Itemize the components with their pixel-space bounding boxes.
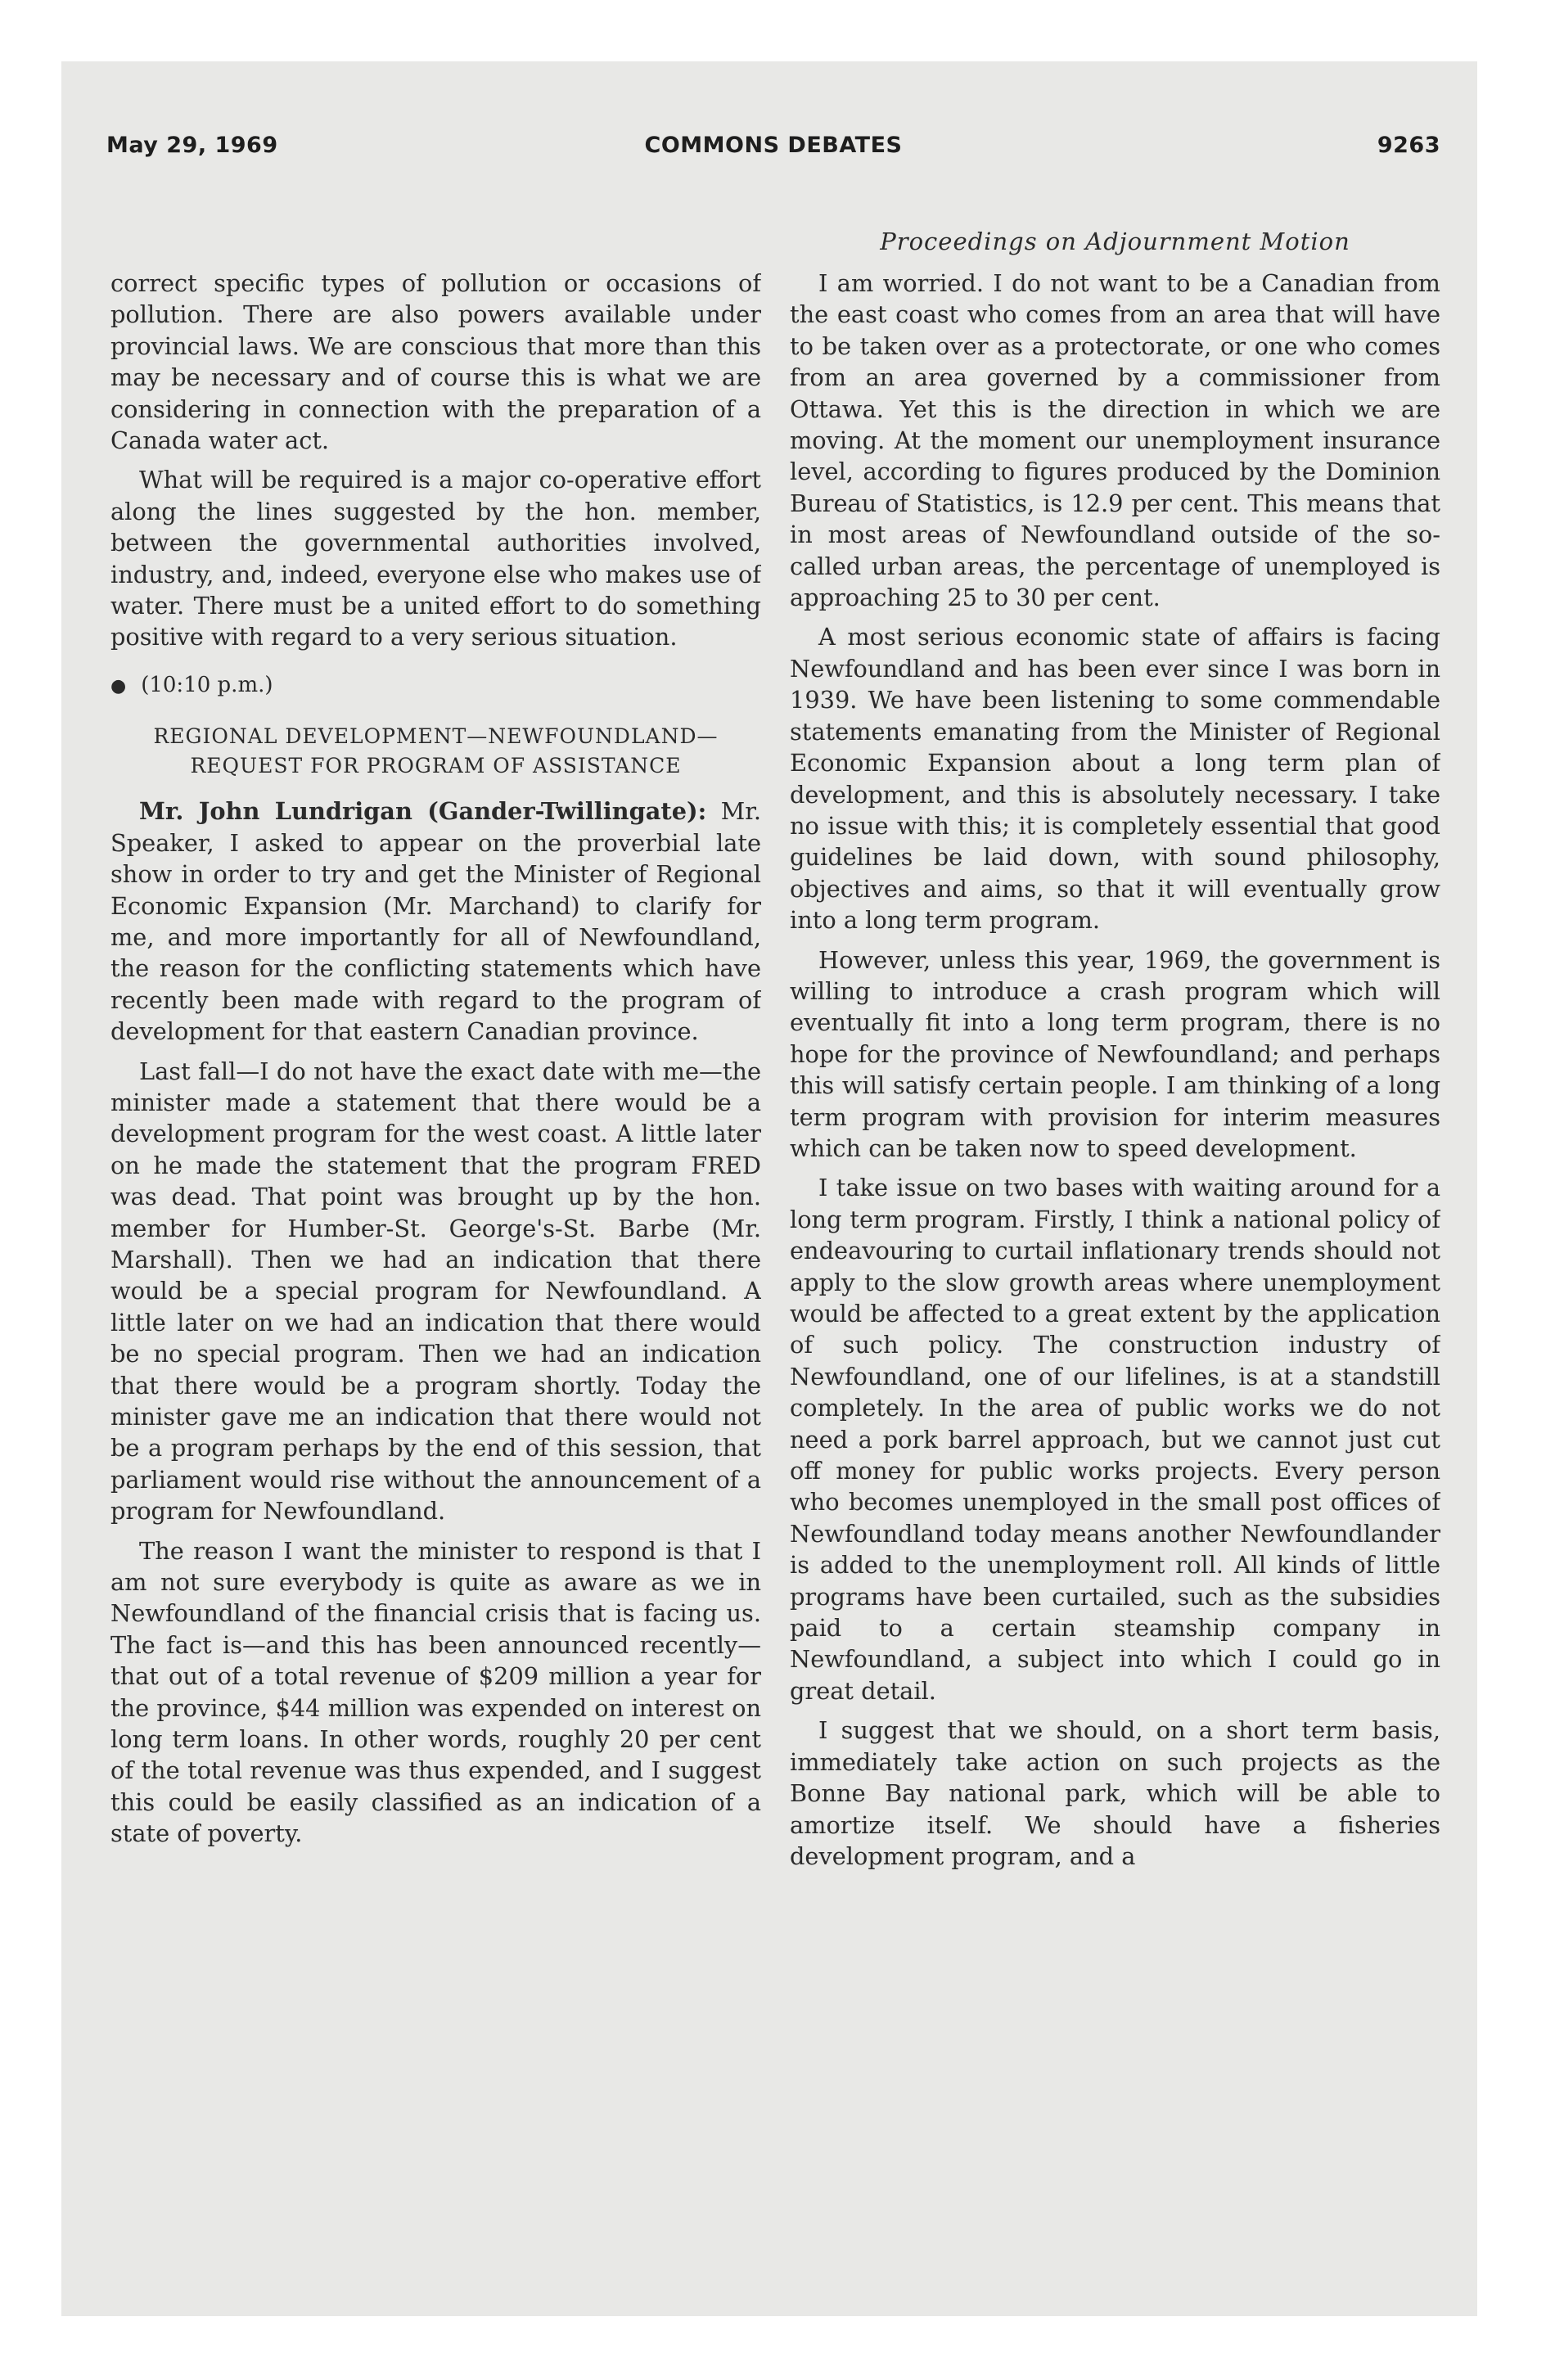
paragraph: The reason I want the minister to respond is that I am not sure everybody is quite as aware as we in Newfoundland of the financial crisis that is facing us. The fact is—and this has been announced recently—that out of a total revenue of $209 million a year for the province, $44 million was expended on interest on long term loans. In other words, roughly 20 per cent of the total revenue was thus expended, and I suggest this could be easily classified as an indication of a state of poverty.: [110, 1536, 761, 1848]
speaker-paragraph: [110, 796, 761, 1047]
paragraph: I take issue on two bases with waiting around for a long term program. Firstly, I think a national policy of endeavouring to curtail inflationary trends should not apply to the slow growth areas where unemployment would be affected to a great extent by the application of such policy. The construction industry of Newfoundland, one of our lifelines, is at a standstill completely. In the area of public works we do not need a pork barrel approach, but we cannot just cut off money for public works projects. Every person who becomes unemployed in the small post offices of Newfoundland today means another Newfoundlander is added to the unemployment roll. All kinds of little programs have been curtailed, such as the subsidies paid to a certain steamship company in Newfoundland, a subject into which I could go in great detail.: [790, 1174, 1440, 1705]
header-page-number: 9263: [1377, 133, 1440, 158]
paragraph: correct specific types of pollution or occasions of pollution. There are also powers available under provincial laws. We are conscious that more than this may be necessary and of course this is what we are considering in connection with the preparation of a Canada water act.: [110, 269, 761, 455]
proceedings-subheading: Proceedings on Adjournment Motion: [880, 228, 1350, 255]
time-marker-text: (10:10 p.m.): [141, 672, 273, 697]
right-column: [790, 268, 1440, 2150]
speech-text: Mr. Speaker, I asked to appear on the proverbial late show in order to try and get the Minister of Regional Economic Expansion (Mr. Marchand) to clarify for me, and more importantly for all of Newfoundland, the reason for the conflicting statements which have recently been made with regard to the program of development for that eastern Canadian province.: [110, 797, 761, 1046]
paragraph: What will be required is a major co-operative effort along the lines suggested by the hon. member, between the governmental authorities involved, industry, and, indeed, everyone else who makes use of water. There must be a united effort to do something positive with regard to a very serious situation.: [110, 466, 761, 651]
paragraph: I am worried. I do not want to be a Canadian from the east coast who comes from an area that will have to be taken over as a protectorate, or one who comes from an area governed by a commissioner from Ottawa. Yet this is the direction in which we are moving. At the moment our unemployment insurance level, according to figures produced by the Dominion Bureau of Statistics, is 12.9 per cent. This means that in most areas of Newfoundland outside of the so-called urban areas, the percentage of unemployed is approaching 25 to 30 per cent.: [790, 269, 1440, 612]
section-heading: REGIONAL DEVELOPMENT—NEWFOUNDLAND—REQUEST FOR PROGRAM OF ASSISTANCE: [153, 724, 719, 778]
time-marker: [110, 669, 761, 702]
paragraph: A most serious economic state of affairs is facing Newfoundland and has been ever since I was born in 1939. We have been listening to some commendable statements emanating from the Minister of Regional Economic Expansion about a long term plan of development, and this is absolutely necessary. I take no issue with this; it is completely essential that good guidelines be laid down, with sound philosophy, objectives and aims, so that it will eventually grow into a long term program.: [790, 623, 1440, 935]
page-header: [106, 133, 1440, 182]
header-title: COMMONS DEBATES: [644, 133, 903, 158]
left-column: [110, 268, 761, 2150]
paragraph: I suggest that we should, on a short term basis, immediately take action on such projects as the Bonne Bay national park, which will be able to amortize itself. We should have a fisheries development program, and a: [790, 1716, 1440, 1870]
bullet-icon: ●: [110, 675, 127, 696]
paragraph: Last fall—I do not have the exact date with me—the minister made a statement that there would be a development program for the west coast. A little later on he made the statement that the program FRED was dead. That point was brought up by the hon. member for Humber-St. George's-St. Barbe (Mr. Marshall). Then we had an indication that there would be a special program for Newfoundland. A little later on we had an indication that there would be no special program. Then we had an indication that there would be a program shortly. Today the minister gave me an indication that there would not be a program perhaps by the end of this session, that parliament would rise without the announcement of a program for Newfoundland.: [110, 1057, 761, 1526]
paragraph: However, unless this year, 1969, the government is willing to introduce a crash program which will eventually fit into a long term program, there is no hope for the province of Newfoundland; and perhaps this will satisfy certain people. I am thinking of a long term program with provision for interim measures which can be taken now to speed development.: [790, 945, 1440, 1162]
speaker-name: Mr. John Lundrigan (Gander-Twillingate):: [139, 797, 707, 826]
header-date: May 29, 1969: [106, 133, 278, 158]
